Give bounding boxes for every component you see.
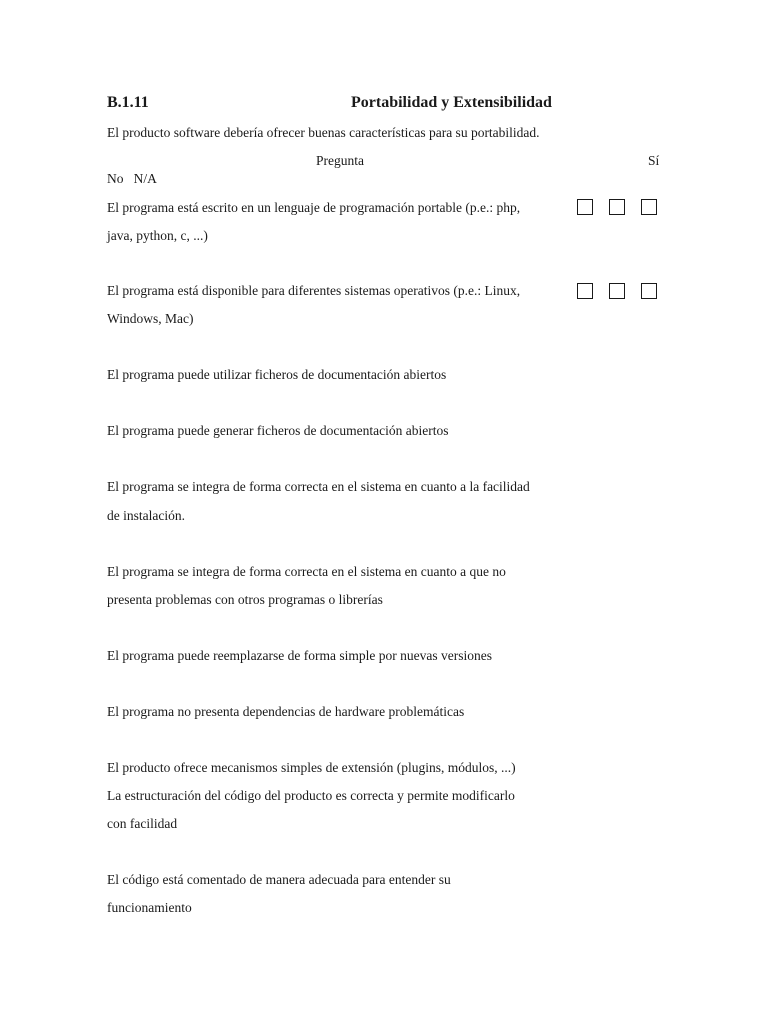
question-1-line-1: El programa está escrito en un lenguaje de programación portable (p.e.: php, — [107, 200, 521, 215]
section-code: B.1.11 — [107, 94, 149, 111]
question-11-line-2: funcionamiento — [107, 900, 192, 915]
question-1-yes-checkbox[interactable] — [577, 199, 593, 215]
question-10-line-1: La estructuración del código del producto es correcta y permite modificarlo — [107, 788, 515, 803]
section-title: Portabilidad y Extensibilidad — [351, 94, 552, 111]
question-5-line-2: de instalación. — [107, 508, 185, 523]
question-11-line-1: El código está comentado de manera adecuada para entender su — [107, 872, 451, 887]
question-9-line-1: El producto ofrece mecanismos simples de extensión (plugins, módulos, ...) — [107, 760, 516, 775]
question-2-no-checkbox[interactable] — [609, 283, 625, 299]
question-8-line-1: El programa no presenta dependencias de hardware problemáticas — [107, 704, 465, 719]
intro-text: El producto software debería ofrecer buenas características para su portabilidad. — [107, 125, 540, 140]
question-2-na-checkbox[interactable] — [641, 283, 657, 299]
question-6-line-1: El programa se integra de forma correcta en el sistema en cuanto a que no — [107, 564, 506, 579]
question-2-line-1: El programa está disponible para diferentes sistemas operativos (p.e.: Linux, — [107, 283, 521, 298]
question-10-line-2: con facilidad — [107, 816, 178, 831]
column-header-question: Pregunta — [316, 153, 364, 168]
question-7-line-1: El programa puede reemplazarse de forma simple por nuevas versiones — [107, 648, 492, 663]
question-1-na-checkbox[interactable] — [641, 199, 657, 215]
question-4-line-1: El programa puede generar ficheros de documentación abiertos — [107, 423, 449, 438]
column-header-no-na: No N/A — [107, 171, 157, 186]
question-1-line-2: java, python, c, ...) — [107, 228, 208, 243]
question-2-yes-checkbox[interactable] — [577, 283, 593, 299]
question-3-line-1: El programa puede utilizar ficheros de documentación abiertos — [107, 367, 447, 382]
question-2-line-2: Windows, Mac) — [107, 311, 194, 326]
column-header-yes: Sí — [648, 153, 660, 168]
question-5-line-1: El programa se integra de forma correcta en el sistema en cuanto a la facilidad — [107, 479, 530, 494]
question-1-no-checkbox[interactable] — [609, 199, 625, 215]
question-6-line-2: presenta problemas con otros programas o librerías — [107, 592, 383, 607]
